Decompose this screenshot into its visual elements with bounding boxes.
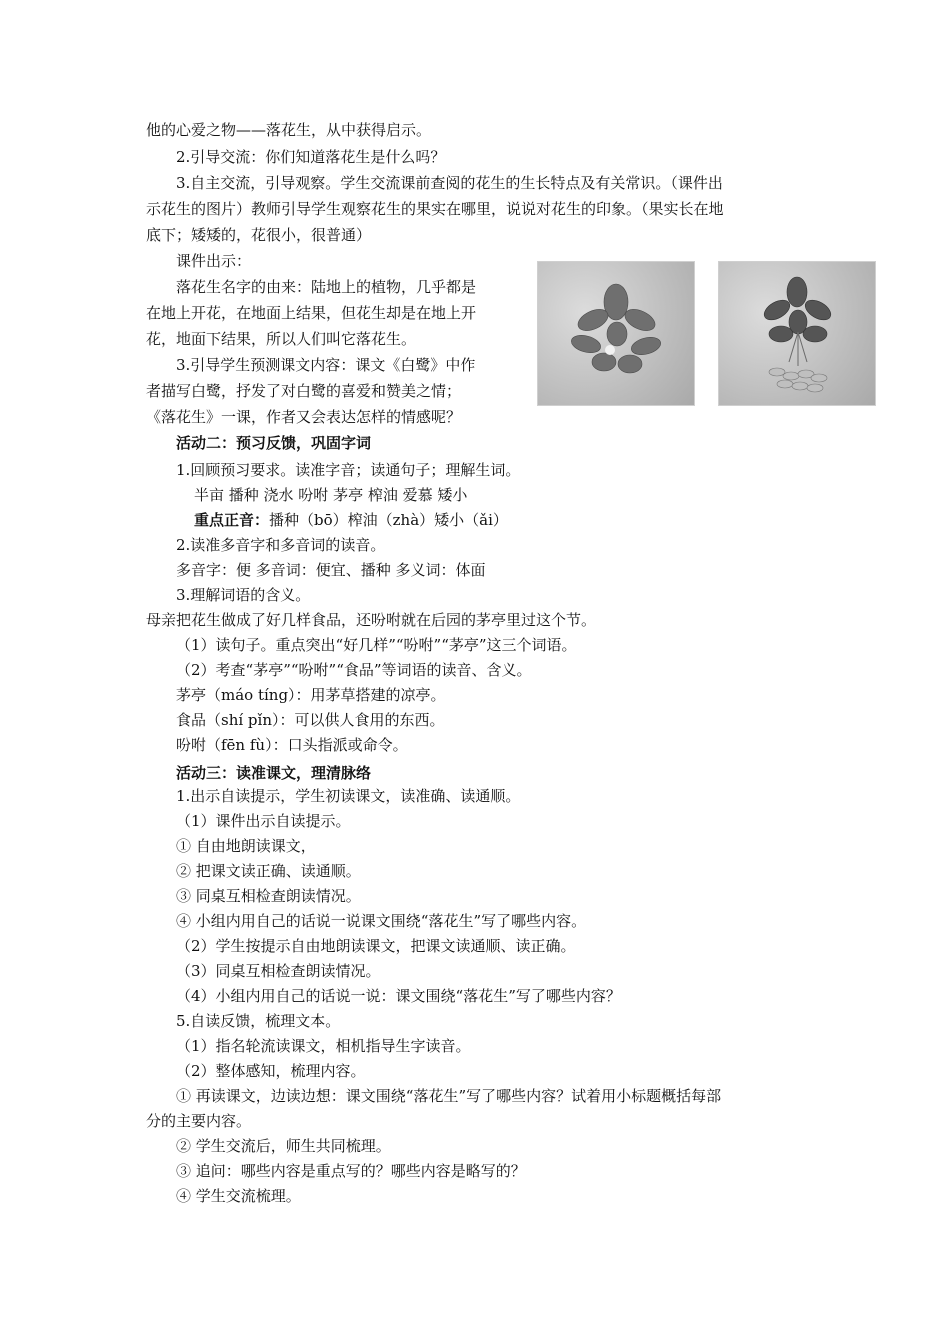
text-line: 在地上开花，在地面上结果，但花生却是在地上开 xyxy=(146,304,477,322)
peanut-plant-with-pods-photo xyxy=(718,261,876,406)
text-line: 落花生名字的由来：陆地上的植物，几乎都是 xyxy=(176,278,477,296)
text-line: 多音字：便 多音词：便宜、播种 多义词：体面 xyxy=(176,561,486,579)
text-line: ④ 小组内用自己的话说一说课文围绕“落花生”写了哪些内容。 xyxy=(176,912,587,930)
text-line: （4）小组内用自己的话说一说：课文围绕“落花生”写了哪些内容？ xyxy=(176,987,621,1005)
text-line: 母亲把花生做成了好几样食品，还吩咐就在后园的茅亭里过这个节。 xyxy=(146,611,597,629)
peanut-plant-icon xyxy=(538,262,694,405)
text-line: 《落花生》一课，作者又会表达怎样的情感呢？ xyxy=(146,408,462,426)
text-line: （3）同桌互相检查朗读情况。 xyxy=(176,962,381,980)
text-line: 2.读准多音字和多音词的读音。 xyxy=(176,536,386,554)
text-line: 课件出示： xyxy=(176,252,252,270)
text-line: ④ 学生交流梳理。 xyxy=(176,1187,301,1205)
text-line: 茅亭（máo tíng）：用茅草搭建的凉亭。 xyxy=(176,686,446,704)
text-line: 吩咐（fēn fù）：口头指派或命令。 xyxy=(176,736,408,754)
text-line: （2）考查“茅亭”“吩咐”“食品”等词语的读音、含义。 xyxy=(176,661,532,679)
text-line: 3.自主交流，引导观察。学生交流课前查阅的花生的生长特点及有关常识。（课件出 xyxy=(176,174,723,192)
text-line: 底下；矮矮的，花很小，很普通） xyxy=(146,226,372,244)
text-line: 3.理解词语的含义。 xyxy=(176,586,311,604)
text-line: 3.引导学生预测课文内容：课文《白鹭》中作 xyxy=(176,356,476,374)
peanut-pods-icon xyxy=(719,262,875,405)
text-line: ① 自由地朗读课文， xyxy=(176,837,316,855)
focus-text: 播种（bō）榨油（zhà）矮小（ǎi） xyxy=(269,511,508,529)
text-line: ① 再读课文，边读边想：课文围绕“落花生”写了哪些内容？试着用小标题概括每部 xyxy=(176,1087,722,1105)
text-line: ② 学生交流后，师生共同梳理。 xyxy=(176,1137,391,1155)
text-line: ② 把课文读正确、读通顺。 xyxy=(176,862,361,880)
text-line: 者描写白鹭，抒发了对白鹭的喜爱和赞美之情； xyxy=(146,382,462,400)
focus-label: 重点正音： xyxy=(194,511,270,529)
text-line: （1）读句子。重点突出“好几样”“吩咐”“茅亭”这三个词语。 xyxy=(176,636,577,654)
text-line: 5.自读反馈，梳理文本。 xyxy=(176,1012,341,1030)
text-line: 花，地面下结果，所以人们叫它落花生。 xyxy=(146,330,417,348)
text-line: 食品（shí pǐn）：可以供人食用的东西。 xyxy=(176,711,445,729)
text-line: ③ 同桌互相检查朗读情况。 xyxy=(176,887,361,905)
text-line: （1）课件出示自读提示。 xyxy=(176,812,351,830)
pronunciation-line xyxy=(194,510,508,530)
text-line: （1）指名轮流读课文，相机指导生字读音。 xyxy=(176,1037,471,1055)
text-line: 1.回顾预习要求。读准字音；读通句子；理解生词。 xyxy=(176,461,521,479)
text-line: 1.出示自读提示，学生初读课文，读准确、读通顺。 xyxy=(176,787,521,805)
text-line: 他的心爱之物——落花生，从中获得启示。 xyxy=(146,121,432,139)
text-line: （2）整体感知，梳理内容。 xyxy=(176,1062,366,1080)
section-heading: 活动三：读准课文，理清脉络 xyxy=(176,764,372,782)
text-line: （2）学生按提示自由地朗读课文，把课文读通顺、读正确。 xyxy=(176,937,576,955)
text-line: 分的主要内容。 xyxy=(146,1112,252,1130)
text-line: 2.引导交流：你们知道落花生是什么吗？ xyxy=(176,148,446,166)
peanut-plant-photo xyxy=(537,261,695,406)
section-heading: 活动二：预习反馈，巩固字词 xyxy=(176,434,372,452)
word-list: 半亩 播种 浇水 吩咐 茅亭 榨油 爱慕 矮小 xyxy=(194,486,468,504)
text-line: 示花生的图片）教师引导学生观察花生的果实在哪里，说说对花生的印象。（果实长在地 xyxy=(146,200,724,218)
text-line: ③ 追问：哪些内容是重点写的？哪些内容是略写的？ xyxy=(176,1162,526,1180)
